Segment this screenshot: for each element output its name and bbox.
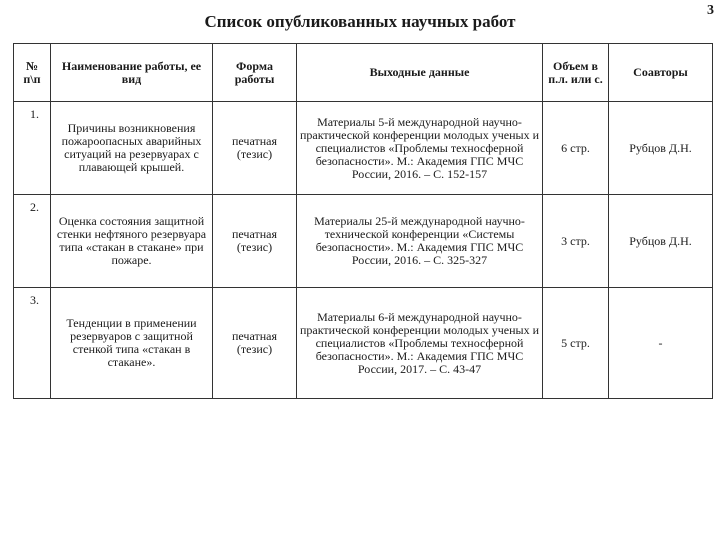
work-form: печатная (тезис): [213, 288, 297, 399]
work-volume: 6 стр.: [543, 102, 609, 195]
table-row: [14, 288, 713, 399]
work-coauthors: Рубцов Д.Н.: [609, 195, 713, 288]
table-row: [14, 102, 713, 195]
page-number: 3: [707, 3, 714, 18]
row-number: 1.: [14, 102, 51, 195]
work-coauthors: Рубцов Д.Н.: [609, 102, 713, 195]
publications-table: [13, 43, 713, 399]
row-number: 2.: [14, 195, 51, 288]
table-row: [14, 195, 713, 288]
header-num: № п\п: [14, 44, 51, 102]
work-name: Причины возникновения пожароопасных аварийных ситуаций на резервуарах с плавающей крышей.: [51, 102, 213, 195]
work-volume: 3 стр.: [543, 195, 609, 288]
work-output: Материалы 5-й международной научно-практической конференции молодых ученых и специалистов «Проблемы техносферной безопасности». М.: Академия ГПС МЧС России, 2016. – С. 152-157: [297, 102, 543, 195]
header-output: Выходные данные: [297, 44, 543, 102]
work-name: Оценка состояния защитной стенки нефтяного резервуара типа «стакан в стакане» при пожаре.: [51, 195, 213, 288]
header-form: Форма работы: [213, 44, 297, 102]
header-volume: Объем в п.л. или с.: [543, 44, 609, 102]
header-name: Наименование работы, ее вид: [51, 44, 213, 102]
header-row: [14, 44, 713, 102]
work-output: Материалы 25-й международной научно-технической конференции «Системы безопасности». М.: Академия ГПС МЧС России, 2016. – С. 325-327: [297, 195, 543, 288]
row-number: 3.: [14, 288, 51, 399]
work-name: Тенденции в применении резервуаров с защитной стенкой типа «стакан в стакане».: [51, 288, 213, 399]
work-output: Материалы 6-й международной научно-практической конференции молодых ученых и специалистов «Проблемы техносферной безопасности». М.: Академия ГПС МЧС России, 2017. – С. 43-47: [297, 288, 543, 399]
work-form: печатная (тезис): [213, 102, 297, 195]
header-coauthors: Соавторы: [609, 44, 713, 102]
work-volume: 5 стр.: [543, 288, 609, 399]
work-form: печатная (тезис): [213, 195, 297, 288]
work-coauthors: -: [609, 288, 713, 399]
page-title: Список опубликованных научных работ: [204, 12, 516, 31]
